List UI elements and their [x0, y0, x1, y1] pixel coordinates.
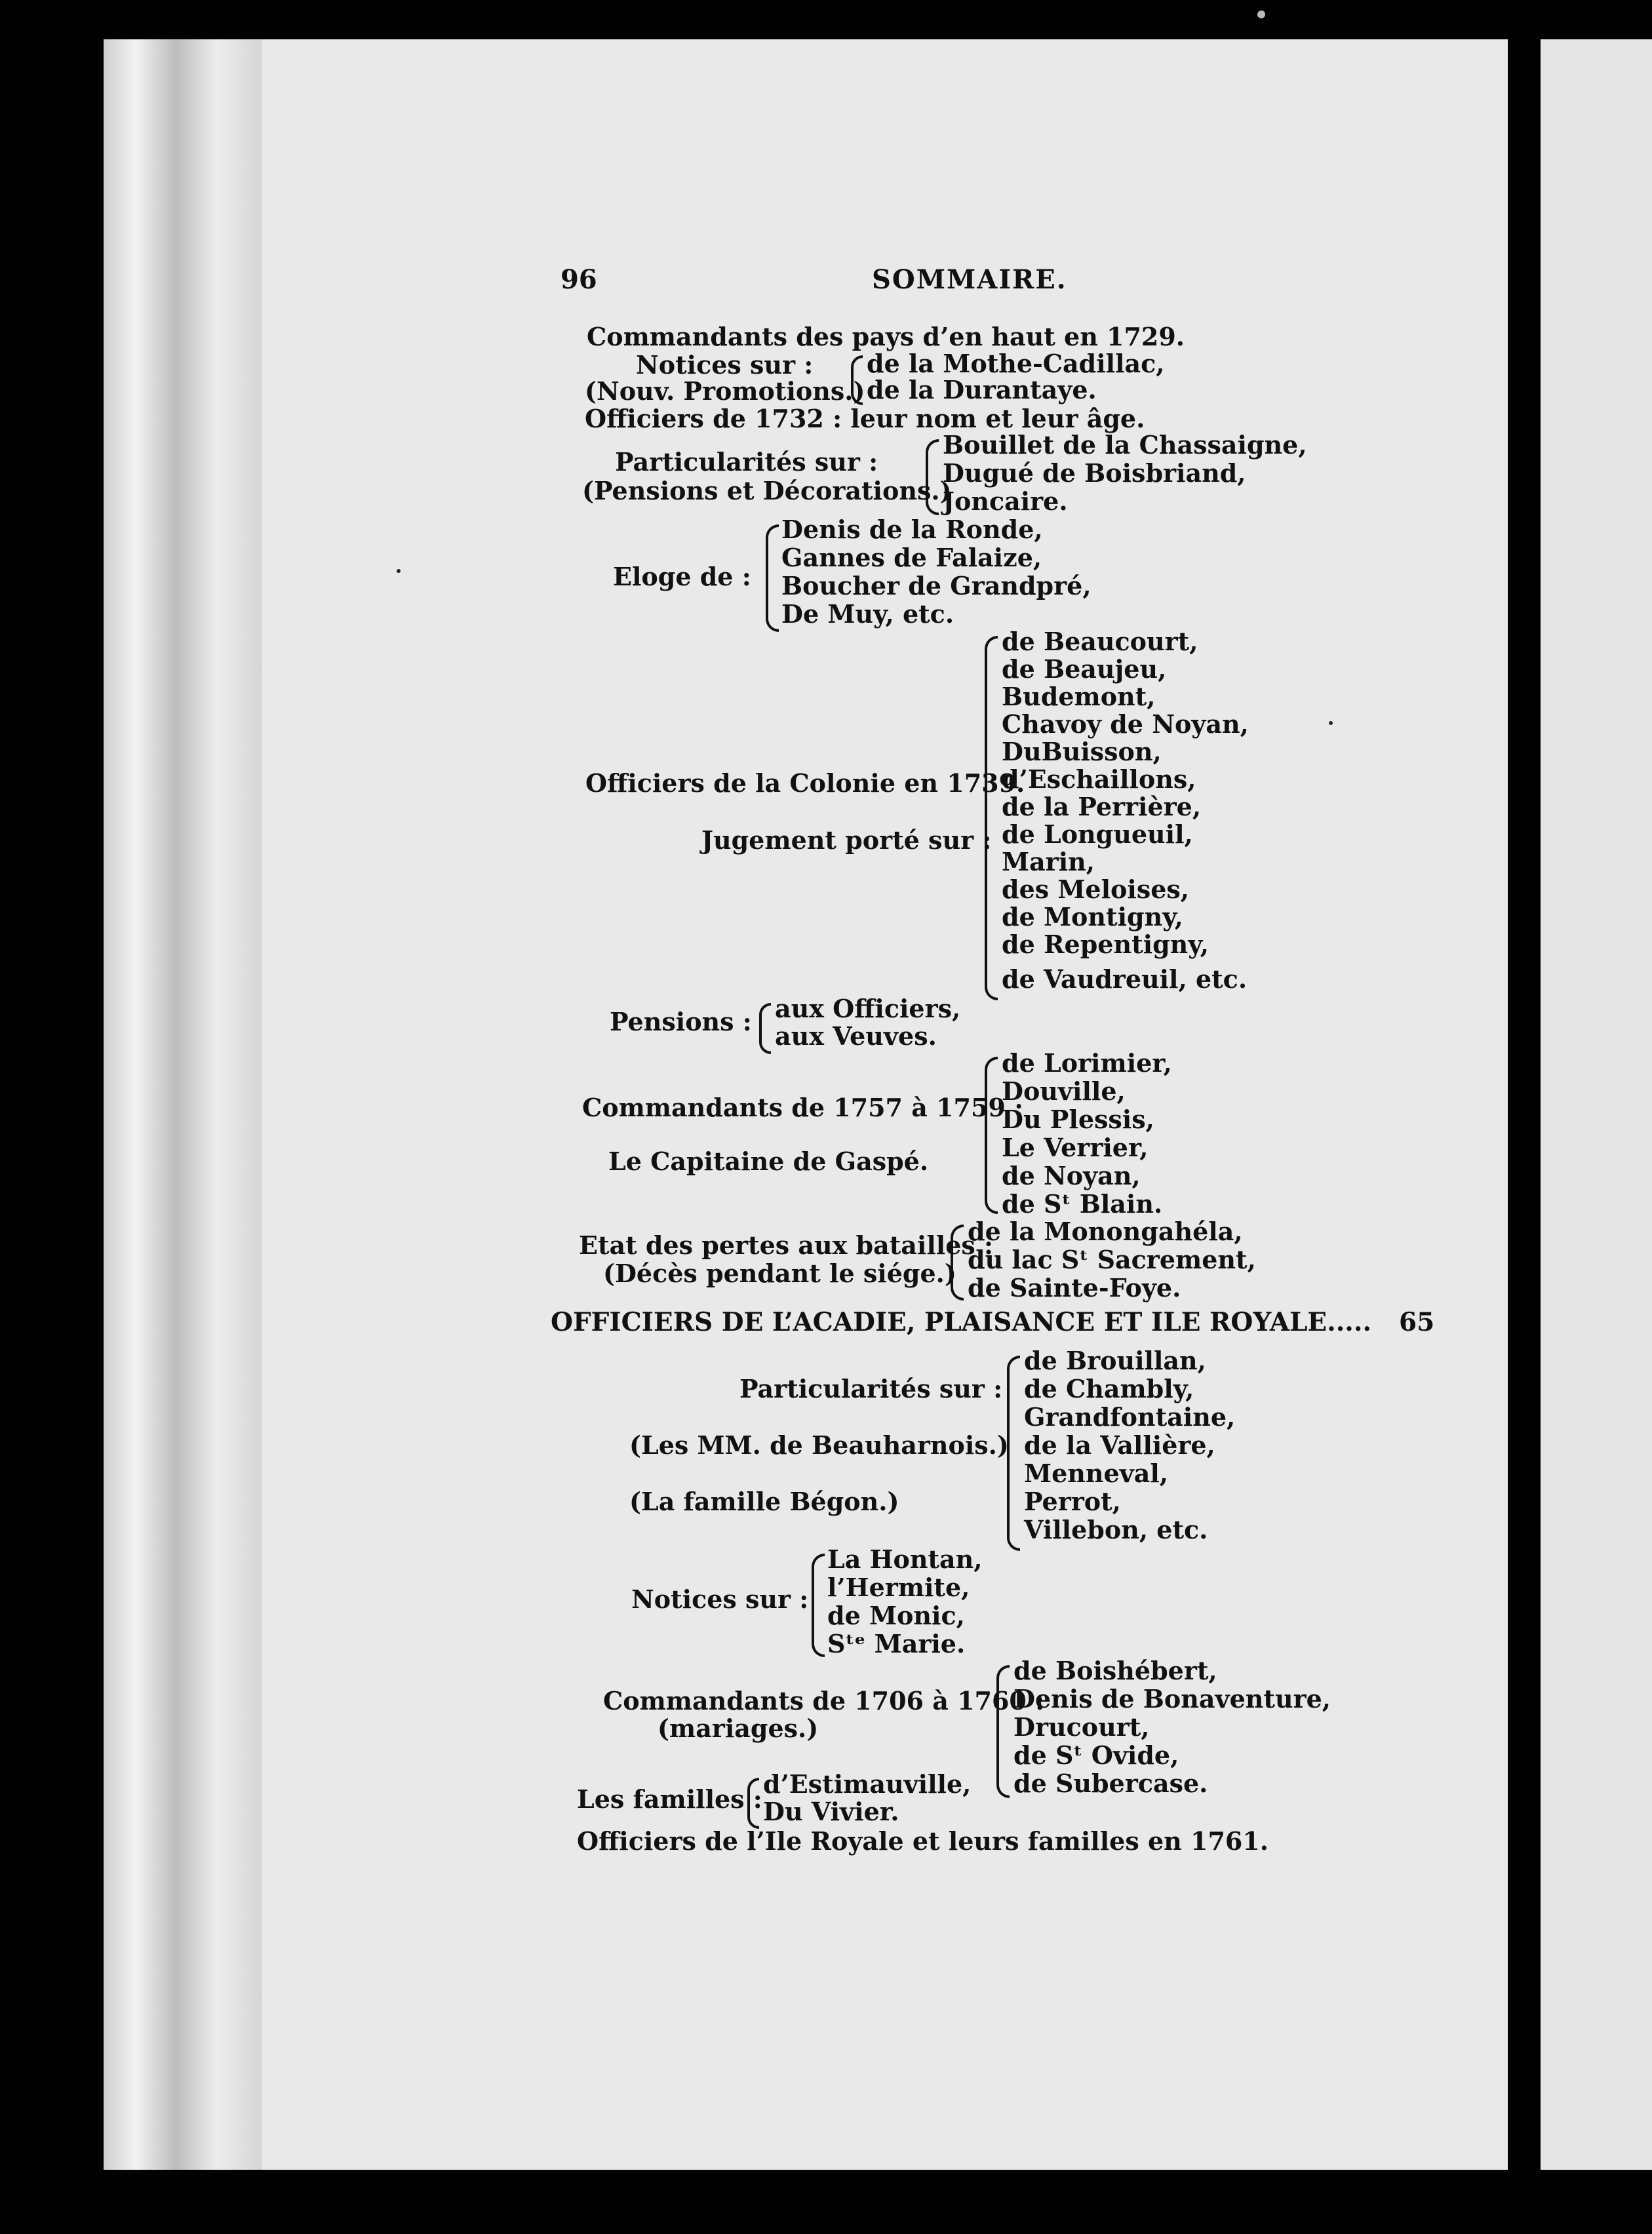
- brace-pertes: [951, 1225, 964, 1301]
- section-heading-acadie: OFFICIERS DE L’ACADIE, PLAISANCE ET ILE ROYALE.....: [551, 1307, 1372, 1337]
- particularite-acadie-item: de la Vallière,: [1024, 1430, 1215, 1460]
- page-header: SOMMAIRE.: [872, 264, 1067, 295]
- officier-1739-item: de Repentigny,: [1002, 930, 1209, 959]
- book-page-edges: [104, 39, 264, 2170]
- scan-speck: [1329, 721, 1333, 725]
- officier-1739-item: Budemont,: [1002, 682, 1156, 711]
- scan-speck: [397, 569, 401, 573]
- notice-acadie-item: La Hontan,: [827, 1544, 983, 1574]
- brace-particularites-acadie: [1007, 1356, 1020, 1551]
- commandants-1757-label: Commandants de 1757 à 1759 :: [582, 1093, 1024, 1122]
- scan-speck: [1257, 10, 1265, 18]
- particularites-item: Dugué de Boisbriand,: [943, 458, 1246, 488]
- brace-eloge: [766, 524, 779, 632]
- particularites-label: Particularités sur :: [615, 447, 878, 477]
- brace-familles: [747, 1778, 759, 1829]
- commandant-1706-item: de Sᵗ Ovide,: [1013, 1740, 1179, 1770]
- officiers-1739-label: Officiers de la Colonie en 1739.: [585, 768, 1025, 798]
- officier-1739-item: Marin,: [1002, 847, 1095, 876]
- particularite-acadie-item: Perrot,: [1024, 1487, 1121, 1516]
- particularite-acadie-item: Villebon, etc.: [1024, 1515, 1208, 1544]
- notice-acadie-item: de Monic,: [827, 1601, 965, 1630]
- officier-1739-item: de Beaucourt,: [1002, 627, 1198, 656]
- commandants-1729: Commandants des pays d’en haut en 1729.: [587, 322, 1185, 351]
- brace-particularites: [926, 439, 939, 515]
- notices-label: Notices sur :: [636, 350, 814, 380]
- pertes-label: Etat des pertes aux batailles :: [579, 1230, 994, 1260]
- commandant-1706-item: de Subercase.: [1013, 1769, 1208, 1798]
- famille-item: d’Estimauville,: [763, 1769, 972, 1799]
- eloge-label: Eloge de :: [613, 562, 751, 591]
- eloge-item: De Muy, etc.: [781, 599, 954, 629]
- commandant-1757-item: Du Plessis,: [1002, 1105, 1154, 1134]
- jugement-label: Jugement porté sur :: [701, 825, 992, 855]
- commandant-1757-item: de Sᵗ Blain.: [1002, 1189, 1163, 1219]
- officier-1739-item: de la Perrière,: [1002, 792, 1202, 821]
- officiers-1732: Officiers de 1732 : leur nom et leur âge.: [585, 404, 1145, 433]
- familles-label: Les familles :: [577, 1784, 762, 1814]
- officiers-ile-royale-1761: Officiers de l’Ile Royale et leurs familles en 1761.: [577, 1826, 1269, 1856]
- perte-item: du lac Sᵗ Sacrement,: [968, 1245, 1256, 1274]
- capitaine-gaspe: Le Capitaine de Gaspé.: [608, 1146, 929, 1176]
- brace-commandants-1757: [985, 1057, 998, 1214]
- particularite-acadie-item: Menneval,: [1024, 1459, 1169, 1488]
- brace-officiers-1739: [985, 636, 998, 1000]
- commandant-1706-item: de Boishébert,: [1013, 1656, 1217, 1685]
- notices-item: de la Mothe-Cadillac,: [867, 349, 1165, 378]
- notice-acadie-item: l’Hermite,: [827, 1573, 970, 1602]
- particularite-acadie-item: de Chambly,: [1024, 1374, 1194, 1403]
- commandant-1706-item: Denis de Bonaventure,: [1013, 1684, 1331, 1714]
- particularite-acadie-item: Grandfontaine,: [1024, 1402, 1236, 1432]
- commandant-1757-item: de Noyan,: [1002, 1161, 1141, 1190]
- officier-1739-item: d’Eschaillons,: [1002, 764, 1196, 794]
- notices-sublabel: (Nouv. Promotions.): [585, 376, 865, 406]
- eloge-item: Gannes de Falaize,: [781, 543, 1042, 572]
- eloge-item: Denis de la Ronde,: [781, 515, 1043, 544]
- pensions-label: Pensions :: [610, 1007, 752, 1036]
- eloge-item: Boucher de Grandpré,: [781, 571, 1092, 600]
- commandants-1706-label: Commandants de 1706 à 1760 :: [603, 1686, 1045, 1715]
- perte-item: de Sainte-Foye.: [968, 1273, 1181, 1303]
- begon-label: (La famille Bégon.): [629, 1487, 899, 1516]
- officier-1739-item: DuBuisson,: [1002, 737, 1162, 766]
- particularites-item: Bouillet de la Chassaigne,: [943, 430, 1307, 460]
- particularites-acadie-label: Particularités sur :: [739, 1374, 1003, 1403]
- mariages-label: (mariages.): [658, 1714, 819, 1743]
- facing-page: [1541, 39, 1652, 2170]
- perte-item: de la Monongahéla,: [968, 1217, 1243, 1246]
- pertes-sublabel: (Décès pendant le siége.): [603, 1259, 956, 1288]
- brace-notices: [851, 355, 863, 405]
- beauharnois-label: (Les MM. de Beauharnois.): [629, 1430, 1009, 1460]
- particularites-sublabel: (Pensions et Décorations.): [582, 476, 952, 505]
- brace-pensions: [759, 1003, 771, 1054]
- notice-acadie-item: Sᵗᵉ Marie.: [827, 1629, 966, 1658]
- officier-1739-item: Chavoy de Noyan,: [1002, 709, 1249, 739]
- officier-1739-item: des Meloises,: [1002, 874, 1190, 904]
- officier-1739-item: de Beaujeu,: [1002, 654, 1167, 684]
- famille-item: Du Vivier.: [763, 1797, 899, 1826]
- commandant-1757-item: Le Verrier,: [1002, 1133, 1149, 1162]
- commandant-1706-item: Drucourt,: [1013, 1712, 1150, 1742]
- officier-1739-item: de Montigny,: [1002, 902, 1183, 931]
- page-number: 96: [560, 264, 597, 295]
- officier-1739-item: de Vaudreuil, etc.: [1002, 964, 1248, 994]
- brace-notices-acadie: [812, 1554, 825, 1657]
- section-page-number: 65: [1399, 1307, 1435, 1337]
- brace-commandants-1706: [996, 1665, 1010, 1798]
- commandant-1757-item: Douville,: [1002, 1076, 1126, 1106]
- pensions-item: aux Veuves.: [775, 1021, 937, 1051]
- notices-item: de la Durantaye.: [867, 375, 1097, 404]
- pensions-item: aux Officiers,: [775, 994, 961, 1023]
- particularite-acadie-item: de Brouillan,: [1024, 1346, 1206, 1375]
- particularites-item: Joncaire.: [943, 486, 1068, 516]
- commandant-1757-item: de Lorimier,: [1002, 1048, 1172, 1078]
- notices-acadie-label: Notices sur :: [631, 1584, 809, 1614]
- officier-1739-item: de Longueuil,: [1002, 819, 1193, 849]
